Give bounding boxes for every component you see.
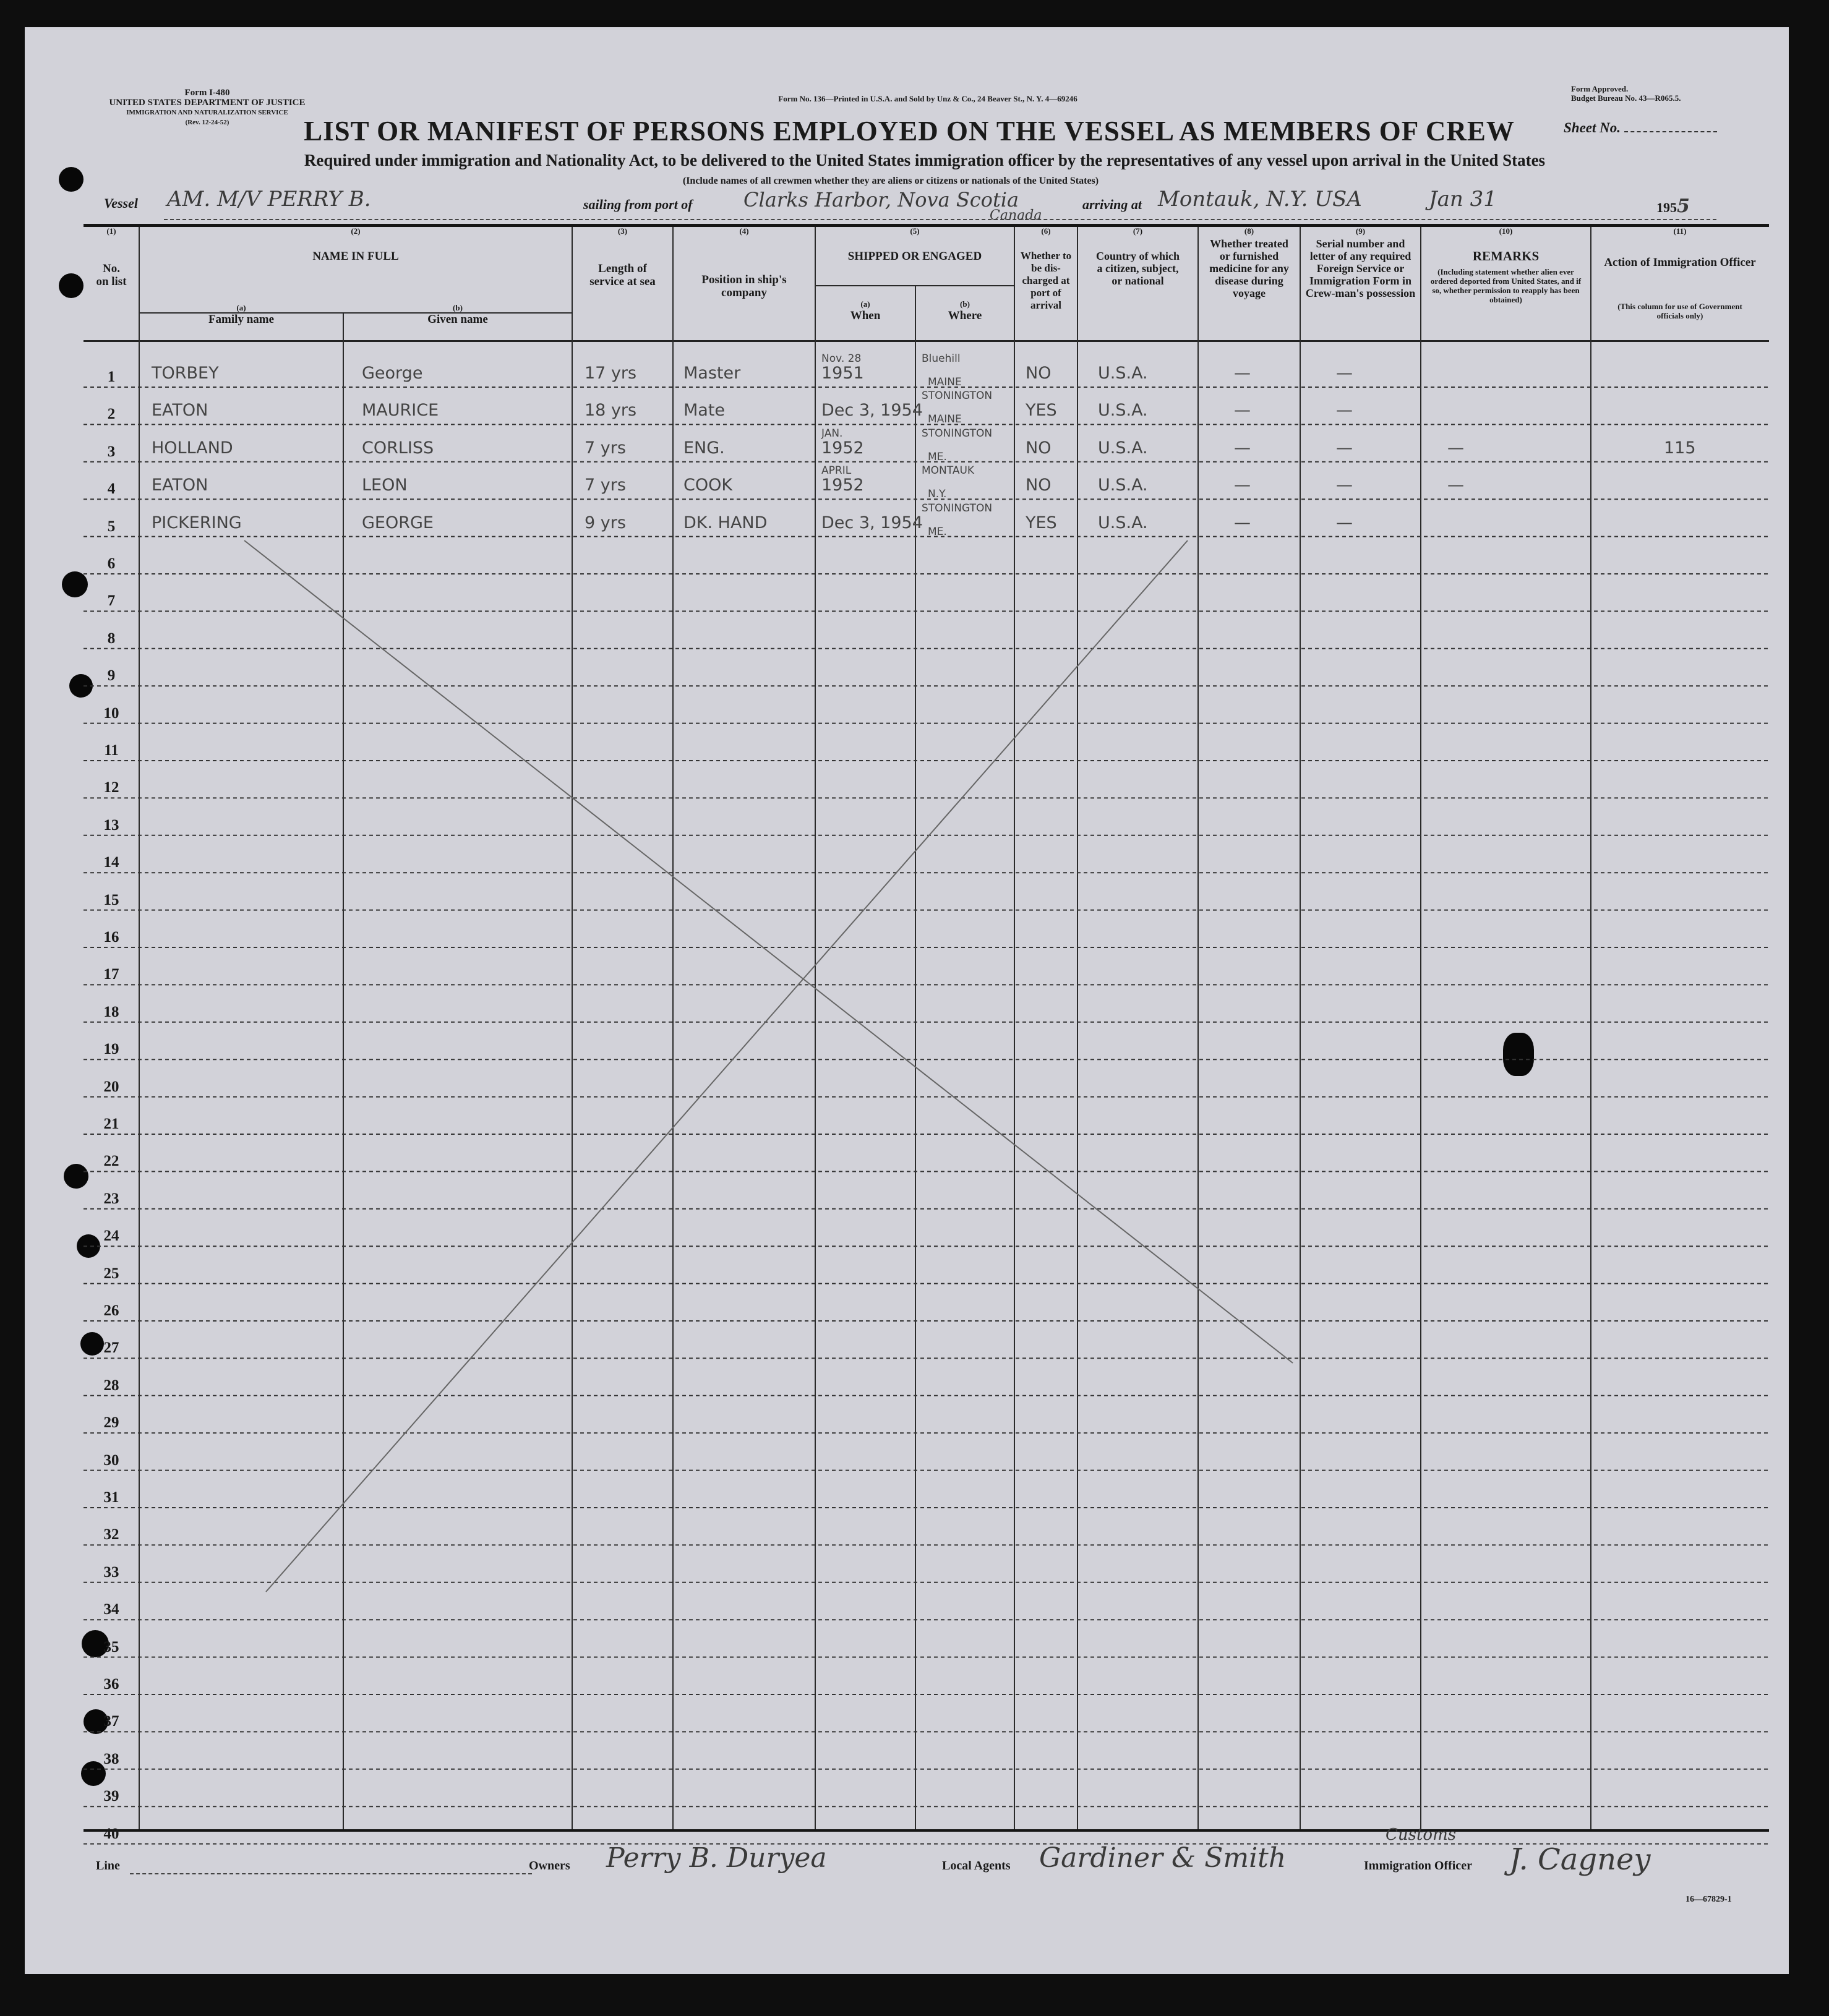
row-number: 6 <box>107 555 116 572</box>
crew-given-name: MAURICE <box>362 401 439 421</box>
row-number: 8 <box>107 630 116 647</box>
crew-shipped-where: N.Y. <box>928 488 947 501</box>
col9-num: (9) <box>1355 226 1366 236</box>
col8-num: (8) <box>1244 226 1254 236</box>
pencil-cross-line <box>244 540 1293 1363</box>
crew-service-length: 18 yrs <box>585 401 637 421</box>
col10-note: (Including statement whether alien ever ordered deported from United States, and if so, whether permission to reapply has been obtained) <box>1430 267 1582 304</box>
col7-label: Country of which a citizen, subject, or national <box>1095 250 1180 287</box>
col1-num: (1) <box>106 226 116 236</box>
row-number: 30 <box>103 1451 119 1469</box>
col1-label: No. on list <box>96 262 127 288</box>
crew-position: Mate <box>683 401 726 421</box>
crew-family-name: TORBEY <box>152 364 219 383</box>
row-number: 31 <box>103 1489 119 1506</box>
row-number: 27 <box>103 1339 119 1357</box>
arrival-port: Montauk, N.Y. USA <box>1158 187 1362 211</box>
year-suffix: 5 <box>1677 195 1690 217</box>
arrival-date: Jan 31 <box>1429 187 1497 211</box>
row-number: 10 <box>103 704 119 722</box>
crew-country: U.S.A. <box>1098 513 1148 532</box>
crew-shipped-where-top: STONINGTON <box>922 390 993 403</box>
col10-num: (10) <box>1499 226 1513 236</box>
agents-signature: Gardiner & Smith <box>1039 1842 1287 1874</box>
approved: Form Approved. <box>1571 84 1629 93</box>
col3-label: Length of service at sea <box>589 262 656 288</box>
crew-family-name: EATON <box>152 476 208 495</box>
row-number: 37 <box>103 1713 119 1730</box>
crew-service-length: 7 yrs <box>585 476 626 495</box>
row-number: 9 <box>107 667 116 685</box>
col6-num: (6) <box>1041 226 1051 236</box>
crew-shipped-when: 1951 <box>821 364 864 383</box>
owners-label: Owners <box>529 1859 570 1873</box>
row-number: 35 <box>103 1638 119 1655</box>
crew-position: ENG. <box>683 438 725 458</box>
crew-given-name: CORLISS <box>362 438 434 458</box>
row-number: 12 <box>103 779 119 797</box>
crew-given-name: GEORGE <box>362 513 434 532</box>
form-note: (Include names of all crewmen whether they are aliens or citizens or nationals of the United States) <box>682 176 1099 186</box>
vessel-name: AM. M/V PERRY B. <box>167 187 371 211</box>
agents-label: Local Agents <box>942 1859 1011 1873</box>
crew-discharge: YES <box>1026 401 1057 421</box>
col11-num: (11) <box>1673 226 1687 236</box>
form-number: 16—67829-1 <box>1686 1895 1732 1904</box>
printer-line: Form No. 136—Printed in U.S.A. and Sold by Unz & Co., 24 Beaver St., N. Y. 4—69246 <box>778 94 1077 103</box>
crew-shipped-where-top: STONINGTON <box>922 502 993 515</box>
crew-country: U.S.A. <box>1098 401 1148 421</box>
form-subtitle: Required under immigration and Nationality Act, to be delivered to the United States immigration officer by the representatives of any vessel upon arrival in the United States <box>304 151 1546 169</box>
revision: (Rev. 12-24-52) <box>185 119 229 126</box>
row-number: 33 <box>103 1563 119 1581</box>
crew-service-length: 7 yrs <box>585 438 626 458</box>
col5-num: (5) <box>910 226 920 236</box>
officer-label: Immigration Officer <box>1364 1859 1472 1873</box>
row-number: 18 <box>103 1003 119 1020</box>
pencil-cross-line <box>266 540 1188 1592</box>
crew-given-name: George <box>362 364 423 383</box>
row-number: 15 <box>103 891 119 908</box>
row-number: 24 <box>103 1228 119 1245</box>
sheet-label: Sheet No. <box>1564 120 1621 135</box>
row-number: 34 <box>103 1601 119 1618</box>
vessel-label: Vessel <box>104 195 138 211</box>
crew-discharge: NO <box>1026 438 1052 458</box>
col5b-num: (b) <box>960 299 970 309</box>
row-number: 32 <box>103 1526 119 1544</box>
crew-shipped-when: 1952 <box>821 438 864 458</box>
crew-shipped-where: ME. <box>928 450 947 463</box>
col11-note: (This column for use of Government officials only) <box>1617 302 1742 320</box>
sailing-port-note: Canada <box>990 208 1042 223</box>
row-number: 2 <box>107 406 116 423</box>
row-number: 19 <box>103 1041 119 1058</box>
row-number: 23 <box>103 1190 119 1207</box>
col4-num: (4) <box>739 226 749 236</box>
col11-label: Action of Immigration Officer <box>1604 256 1756 269</box>
crew-shipped-when: Dec 3, 1954 <box>821 401 923 421</box>
col7-num: (7) <box>1133 226 1143 236</box>
row-number: 13 <box>103 816 119 834</box>
col8-label: Whether treated or furnished medicine for any disease during voyage <box>1209 237 1289 299</box>
crew-shipped-where-top: STONINGTON <box>922 427 993 440</box>
crew-shipped-when: 1952 <box>821 476 864 495</box>
line-underline <box>130 1873 532 1874</box>
crew-country: U.S.A. <box>1098 364 1148 383</box>
row-number: 38 <box>103 1750 119 1767</box>
col2b-num: (b) <box>453 303 463 312</box>
crew-medicine: — <box>1234 364 1251 383</box>
crew-shipped-where: MAINE <box>928 376 962 388</box>
row-number: 1 <box>107 369 116 385</box>
col2a-num: (a) <box>236 303 246 312</box>
crew-shipped-when-top: JAN. <box>821 427 843 440</box>
col2-num: (2) <box>351 226 361 236</box>
owners-signature: Perry B. Duryea <box>606 1842 827 1874</box>
crew-action: 115 <box>1664 438 1696 458</box>
crew-shipped-where-top: MONTAUK <box>922 464 975 477</box>
row-number: 16 <box>103 929 119 946</box>
crew-position: COOK <box>683 476 733 495</box>
crew-given-name: LEON <box>362 476 408 495</box>
year-prefix: 195 <box>1656 200 1677 215</box>
crew-position: Master <box>683 364 741 383</box>
row-number: 39 <box>103 1788 119 1805</box>
crew-country: U.S.A. <box>1098 476 1148 495</box>
manifest-sheet <box>25 27 1789 1974</box>
form-id: Form I-480 <box>184 88 230 98</box>
crew-shipped-where-top: Bluehill <box>922 352 961 365</box>
sailing-port: Clarks Harbor, Nova Scotia <box>743 188 1019 211</box>
row-number: 17 <box>103 966 119 983</box>
row-number: 22 <box>103 1153 119 1170</box>
row-number: 5 <box>107 518 116 535</box>
crew-serial: — <box>1336 401 1353 421</box>
sailing-label: sailing from port of <box>583 197 693 212</box>
row-number: 14 <box>103 854 119 871</box>
crew-serial: — <box>1336 513 1353 532</box>
col6-label: Whether to be dis-charged at port of arrival <box>1020 250 1072 311</box>
crew-remarks: — <box>1447 476 1464 495</box>
officer-note: Customs <box>1386 1826 1457 1844</box>
crew-service-length: 17 yrs <box>585 364 637 383</box>
crew-shipped-where: MAINE <box>928 413 962 426</box>
crew-service-length: 9 yrs <box>585 513 626 532</box>
col3-num: (3) <box>617 226 628 236</box>
service: IMMIGRATION AND NATURALIZATION SERVICE <box>126 109 288 116</box>
col5-label: SHIPPED OR ENGAGED <box>847 250 982 263</box>
crew-medicine: — <box>1234 438 1251 458</box>
col5a-num: (a) <box>860 299 870 309</box>
row-number: 36 <box>103 1676 119 1693</box>
crew-shipped-when-top: APRIL <box>821 464 852 477</box>
form-title: LIST OR MANIFEST OF PERSONS EMPLOYED ON THE VESSEL AS MEMBERS OF CREW <box>304 116 1515 147</box>
row-number: 29 <box>103 1414 119 1432</box>
col2a-label: Family name <box>208 313 275 326</box>
crew-serial: — <box>1336 476 1353 495</box>
line-label: Line <box>96 1859 120 1873</box>
col4-label: Position in ship's company <box>701 273 787 299</box>
row-number: 7 <box>107 592 116 610</box>
agency: UNITED STATES DEPARTMENT OF JUSTICE <box>109 98 306 108</box>
crew-discharge: NO <box>1026 364 1052 383</box>
crew-discharge: NO <box>1026 476 1052 495</box>
crew-serial: — <box>1336 364 1353 383</box>
crew-discharge: YES <box>1026 513 1057 532</box>
crew-family-name: PICKERING <box>152 513 242 532</box>
row-number: 26 <box>103 1302 119 1319</box>
col5a-label: When <box>850 309 881 322</box>
budget-bureau: Budget Bureau No. 43—R065.5. <box>1571 93 1681 103</box>
row-number: 4 <box>107 481 116 498</box>
col2-label: NAME IN FULL <box>312 250 399 263</box>
crew-family-name: EATON <box>152 401 208 421</box>
crew-country: U.S.A. <box>1098 438 1148 458</box>
row-number: 3 <box>107 443 116 460</box>
row-number: 21 <box>103 1116 119 1132</box>
row-number: 11 <box>104 742 119 759</box>
col9-label: Serial number and letter of any required Foreign Service or Immigration Form in Crew-man's possession <box>1305 237 1416 299</box>
crew-remarks: — <box>1447 438 1464 458</box>
crew-shipped-when-top: Nov. 28 <box>821 352 862 365</box>
row-number: 40 <box>103 1825 119 1842</box>
col5b-label: Where <box>948 309 982 322</box>
row-number: 28 <box>103 1377 119 1394</box>
crew-shipped-when: Dec 3, 1954 <box>821 513 923 532</box>
crew-shipped-where: ME. <box>928 525 947 538</box>
col2b-label: Given name <box>427 313 488 326</box>
crew-medicine: — <box>1234 513 1251 532</box>
crew-medicine: — <box>1234 476 1251 495</box>
row-number: 25 <box>103 1265 119 1282</box>
crew-position: DK. HAND <box>683 513 768 532</box>
crew-medicine: — <box>1234 401 1251 421</box>
crew-family-name: HOLLAND <box>152 438 233 458</box>
crew-serial: — <box>1336 438 1353 458</box>
row-number: 20 <box>103 1078 119 1095</box>
col10-label: REMARKS <box>1472 249 1540 263</box>
arriving-label: arriving at <box>1082 197 1142 212</box>
officer-signature: J. Cagney <box>1509 1842 1651 1877</box>
